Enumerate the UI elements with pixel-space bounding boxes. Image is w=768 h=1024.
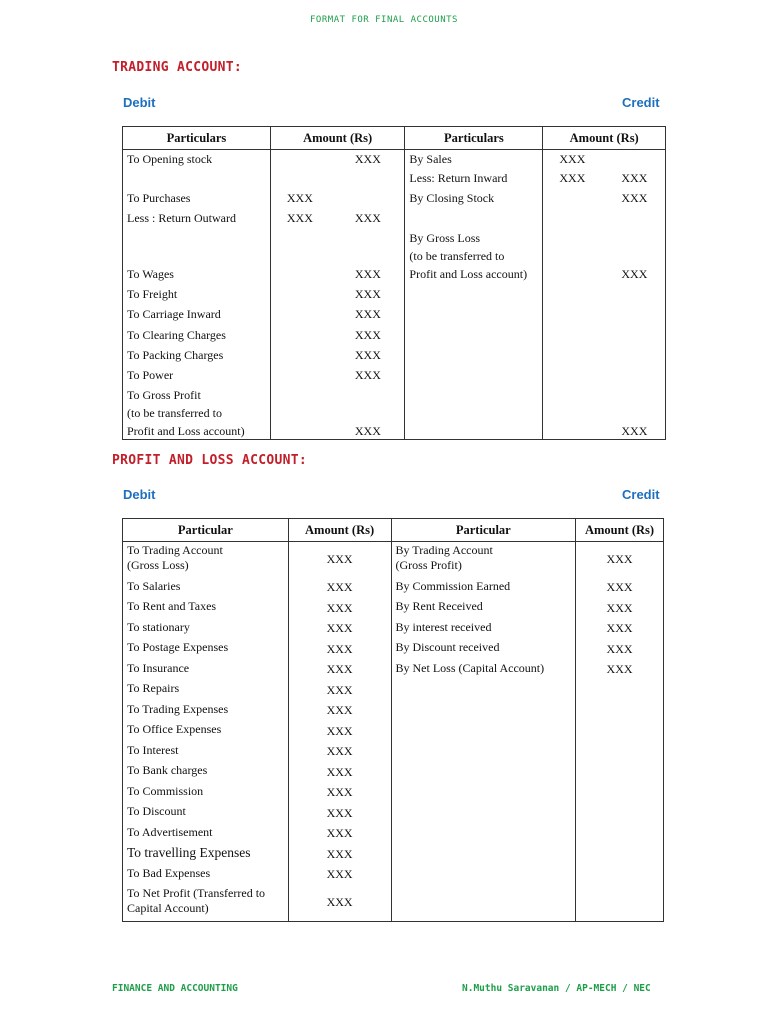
debit-amount: XXX [288,578,391,599]
pl-account-title: PROFIT AND LOSS ACCOUNT: [112,453,308,468]
trading-row [123,366,666,386]
debit-particular [123,701,289,722]
debit-particular: To Opening stock [123,150,271,169]
trading-row [123,404,666,422]
debit-amount [270,404,405,422]
credit-amount [543,265,666,285]
debit-particular [123,885,289,921]
credit-amount [543,326,666,346]
trading-row [123,229,666,247]
amount-total: XXX [354,347,381,362]
debit-particular: To Power [123,366,271,386]
trading-account-table [122,126,666,440]
pl-row [123,865,664,886]
credit-amount [543,189,666,209]
credit-amount [543,285,666,305]
credit-particular [391,721,576,742]
pl-col-amount-debit: Amount (Rs) [288,519,391,542]
credit-amount [543,386,666,404]
debit-amount: XXX [288,844,391,865]
trading-col-particulars-credit: Particulars [405,127,543,150]
particular-line: By Rent Received [395,599,483,613]
credit-particular [391,824,576,845]
particular-line: By Net Loss (Capital Account) [395,660,545,675]
debit-amount: XXX [288,598,391,619]
pl-row [123,885,664,921]
debit-particular [123,762,289,783]
particular-line-2: Capital Account) [127,901,209,915]
particular-line-2: (Gross Loss) [127,558,189,572]
trading-row [123,422,666,440]
particular-line: To stationary [127,619,190,634]
debit-amount [270,346,405,366]
pl-row [123,542,664,578]
debit-amount [270,285,405,305]
credit-amount: XXX [576,578,664,599]
debit-amount: XXX [288,742,391,763]
trading-row [123,386,666,404]
debit-amount: XXX [288,701,391,722]
debit-particular [123,619,289,640]
credit-amount [543,346,666,366]
credit-particular [391,619,576,640]
particular-line: By Trading Account [395,543,493,557]
particular-line: To Commission [127,783,204,798]
credit-particular [391,680,576,701]
amount-total: XXX [354,423,381,438]
debit-particular [123,578,289,599]
debit-amount [270,169,405,189]
credit-particular [405,366,543,386]
debit-amount: XXX [288,619,391,640]
trading-row [123,169,666,189]
credit-particular [391,803,576,824]
debit-amount: XXX [288,865,391,886]
particular-line: To Rent and Taxes [127,599,217,613]
debit-amount [270,326,405,346]
credit-particular [391,578,576,599]
debit-particular [123,660,289,681]
trading-col-amount-debit: Amount (Rs) [270,127,405,150]
pl-row [123,598,664,619]
amount-total: XXX [354,327,381,342]
trading-col-particulars-debit: Particulars [123,127,271,150]
particular-line: To Trading Account [127,543,223,557]
credit-particular [391,639,576,660]
credit-amount [543,366,666,386]
pl-row [123,680,664,701]
pl-row [123,783,664,804]
trading-row [123,305,666,326]
particular-line: To Advertisement [127,824,213,839]
debit-particular: Less : Return Outward [123,209,271,229]
debit-particular [123,721,289,742]
amount-total: XXX [621,170,648,185]
debit-particular: To Gross Profit [123,386,271,404]
particular-line: To Bank charges [127,763,208,777]
particular-line: To Insurance [127,660,190,675]
credit-particular [405,346,543,366]
debit-particular [123,598,289,619]
particular-line: To Office Expenses [127,722,222,736]
particular-line-2: (Gross Profit) [395,558,462,572]
credit-particular [391,742,576,763]
debit-amount [270,209,405,229]
trading-row [123,346,666,366]
debit-particular: To Packing Charges [123,346,271,366]
trading-row [123,247,666,265]
debit-amount [270,305,405,326]
debit-amount [270,366,405,386]
debit-particular [123,247,271,265]
pl-row [123,721,664,742]
credit-amount: XXX [576,619,664,640]
credit-amount [543,229,666,247]
debit-amount: XXX [288,824,391,845]
debit-particular [123,865,289,886]
credit-particular [391,660,576,681]
credit-particular: Profit and Loss account) [405,265,543,285]
debit-amount [270,386,405,404]
credit-amount [576,742,664,763]
particular-line: To Salaries [127,578,181,593]
footer-right: N.Muthu Saravanan / AP-MECH / NEC [462,983,651,994]
credit-particular: By Gross Loss [405,229,543,247]
debit-amount [270,229,405,247]
credit-amount [576,865,664,886]
particular-line: To Net Profit (Transferred to [127,886,266,900]
amount-total: XXX [354,210,381,225]
debit-particular [123,680,289,701]
credit-particular [405,305,543,326]
credit-particular [391,865,576,886]
credit-amount [576,721,664,742]
debit-amount: XXX [288,762,391,783]
credit-particular [391,598,576,619]
particular-line: To Interest [127,742,179,757]
credit-particular [405,209,543,229]
credit-amount [543,150,666,169]
debit-amount: XXX [288,680,391,701]
amount-subtotal: XXX [286,190,313,205]
debit-amount: XXX [288,803,391,824]
debit-amount: XXX [288,542,391,578]
debit-particular [123,742,289,763]
credit-particular [405,404,543,422]
pl-credit-label: Credit [622,487,660,502]
credit-particular: (to be transferred to [405,247,543,265]
credit-amount: XXX [576,542,664,578]
credit-particular [391,844,576,865]
particular-line: To travelling Expenses [127,845,251,860]
pl-row [123,762,664,783]
amount-total: XXX [354,306,381,321]
credit-amount [543,404,666,422]
credit-particular [405,422,543,440]
debit-particular: Profit and Loss account) [123,422,271,440]
trading-account-title: TRADING ACCOUNT: [112,60,243,75]
credit-particular [391,762,576,783]
debit-amount [270,247,405,265]
pl-col-amount-credit: Amount (Rs) [576,519,664,542]
credit-particular: Less: Return Inward [405,169,543,189]
debit-amount [270,265,405,285]
pl-row [123,578,664,599]
credit-amount [576,885,664,921]
pl-row [123,660,664,681]
debit-particular: To Clearing Charges [123,326,271,346]
amount-subtotal: XXX [559,170,586,185]
particular-line: To Discount [127,804,186,818]
debit-amount: XXX [288,721,391,742]
debit-amount: XXX [288,639,391,660]
credit-amount [543,209,666,229]
trading-row [123,150,666,169]
debit-amount: XXX [288,885,391,921]
pl-row [123,619,664,640]
trading-row [123,265,666,285]
debit-particular: To Wages [123,265,271,285]
debit-particular: To Purchases [123,189,271,209]
document-header: FORMAT FOR FINAL ACCOUNTS [310,15,458,25]
debit-amount [270,150,405,169]
credit-amount: XXX [576,660,664,681]
trading-credit-label: Credit [622,95,660,110]
particular-line: To Repairs [127,681,180,695]
footer-left: FINANCE AND ACCOUNTING [112,983,238,994]
trading-debit-label: Debit [123,95,156,110]
credit-amount [543,169,666,189]
particular-line: By Commission Earned [395,578,511,593]
credit-amount: XXX [576,598,664,619]
credit-particular [405,326,543,346]
particular-line: By interest received [395,619,492,634]
credit-amount [576,824,664,845]
credit-amount [543,247,666,265]
credit-amount [576,844,664,865]
pl-account-table [122,518,664,922]
amount-subtotal: XXX [559,152,586,166]
debit-amount [270,422,405,440]
pl-col-particular-debit: Particular [123,519,289,542]
debit-amount [270,189,405,209]
credit-amount [576,803,664,824]
credit-particular [405,285,543,305]
credit-amount [543,305,666,326]
trading-row [123,189,666,209]
credit-amount [576,762,664,783]
debit-particular [123,639,289,660]
amount-total: XXX [354,152,381,166]
pl-row [123,742,664,763]
credit-particular [391,542,576,578]
amount-total: XXX [621,266,648,281]
credit-amount [576,783,664,804]
pl-row [123,824,664,845]
pl-row [123,701,664,722]
debit-particular [123,824,289,845]
credit-particular [391,885,576,921]
particular-line: By Discount received [395,640,500,654]
pl-row [123,803,664,824]
trading-row [123,209,666,229]
debit-particular [123,803,289,824]
credit-particular: By Closing Stock [405,189,543,209]
debit-particular [123,783,289,804]
debit-amount: XXX [288,660,391,681]
debit-particular [123,542,289,578]
credit-particular [391,783,576,804]
particular-line: To Bad Expenses [127,865,211,880]
pl-debit-label: Debit [123,487,156,502]
trading-col-amount-credit: Amount (Rs) [543,127,666,150]
amount-total: XXX [354,367,381,382]
amount-subtotal: XXX [286,210,313,225]
trading-row [123,326,666,346]
credit-amount [543,422,666,440]
pl-row [123,844,664,865]
debit-particular: (to be transferred to [123,404,271,422]
credit-particular: By Sales [405,150,543,169]
pl-row [123,639,664,660]
credit-amount [576,701,664,722]
amount-total: XXX [354,286,381,301]
particular-line: To Postage Expenses [127,640,229,654]
debit-particular [123,844,289,865]
particular-line: To Trading Expenses [127,701,229,716]
debit-particular [123,169,271,189]
amount-total: XXX [621,190,648,205]
credit-amount: XXX [576,639,664,660]
credit-particular [391,701,576,722]
amount-total: XXX [354,266,381,281]
credit-particular [405,386,543,404]
credit-amount [576,680,664,701]
debit-particular: To Freight [123,285,271,305]
amount-total: XXX [621,423,648,438]
trading-row [123,285,666,305]
debit-amount: XXX [288,783,391,804]
debit-particular: To Carriage Inward [123,305,271,326]
debit-particular [123,229,271,247]
pl-col-particular-credit: Particular [391,519,576,542]
